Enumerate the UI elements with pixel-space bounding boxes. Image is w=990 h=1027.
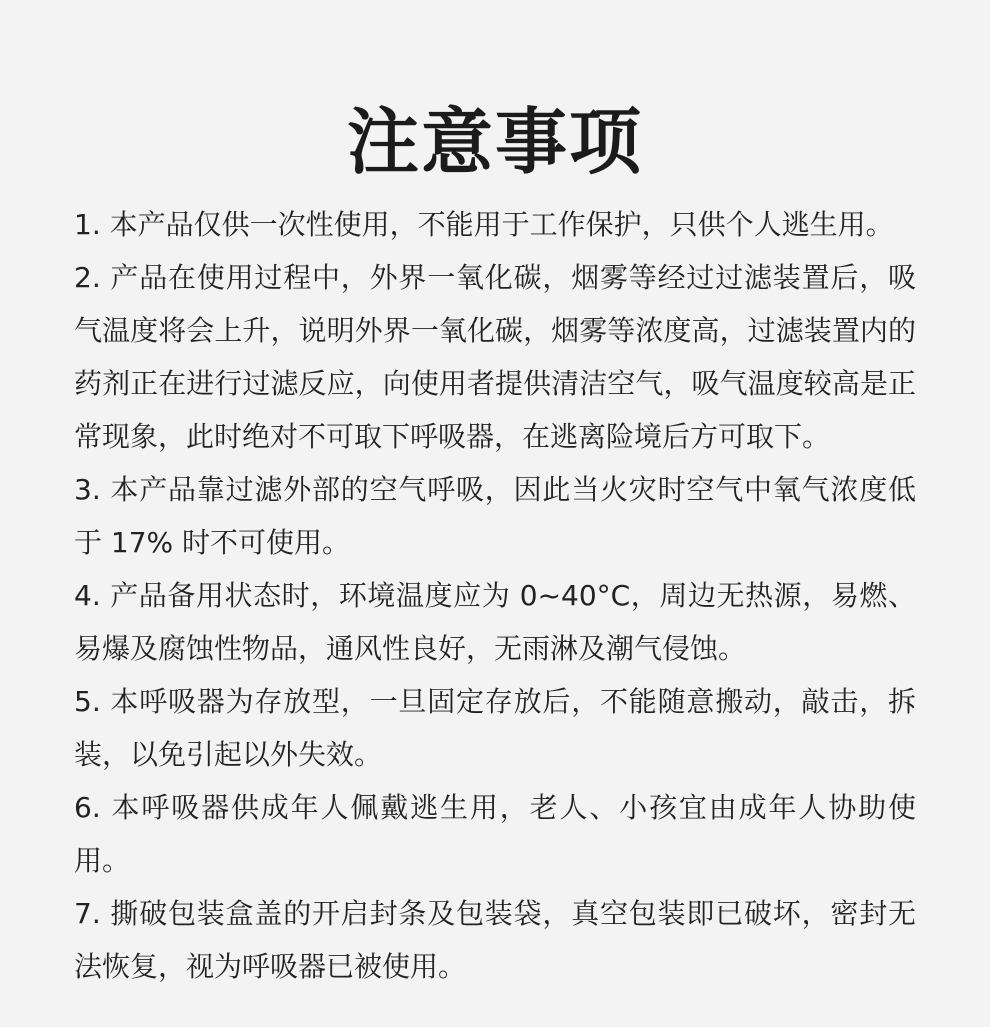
note-item-6: 6. 本呼吸器供成年人佩戴逃生用，老人、小孩宜由成年人协助使用。 xyxy=(74,791,916,877)
note-item-5: 5. 本呼吸器为存放型，一旦固定存放后，不能随意搬动，敲击，拆装，以免引起以外失效。 xyxy=(74,685,916,771)
page-title: 注意事项 xyxy=(346,100,643,184)
note-item-4: 4. 产品备用状态时，环境温度应为 0~40°C，周边无热源，易燃、易爆及腐蚀性物品，通风性良好，无雨淋及潮气侵蚀。 xyxy=(74,579,916,665)
note-item-1: 1. 本产品仅供一次性使用，不能用于工作保护，只供个人逃生用。 xyxy=(74,208,894,241)
note-item-3: 3. 本产品靠过滤外部的空气呼吸，因此当火灾时空气中氧气浓度低于 17% 时不可使用。 xyxy=(74,473,916,559)
notes-list xyxy=(74,198,916,993)
note-item-2: 2. 产品在使用过程中，外界一氧化碳，烟雾等经过过滤装置后，吸气温度将会上升，说明外界一氧化碳，烟雾等浓度高，过滤装置内的药剂正在进行过滤反应，向使用者提供清洁空气，吸气温度较高是正常现象，此时绝对不可取下呼吸器，在逃离险境后方可取下。 xyxy=(74,261,916,453)
note-item-7: 7. 撕破包装盒盖的开启封条及包装袋，真空包装即已破坏，密封无法恢复，视为呼吸器已被使用。 xyxy=(74,897,916,983)
